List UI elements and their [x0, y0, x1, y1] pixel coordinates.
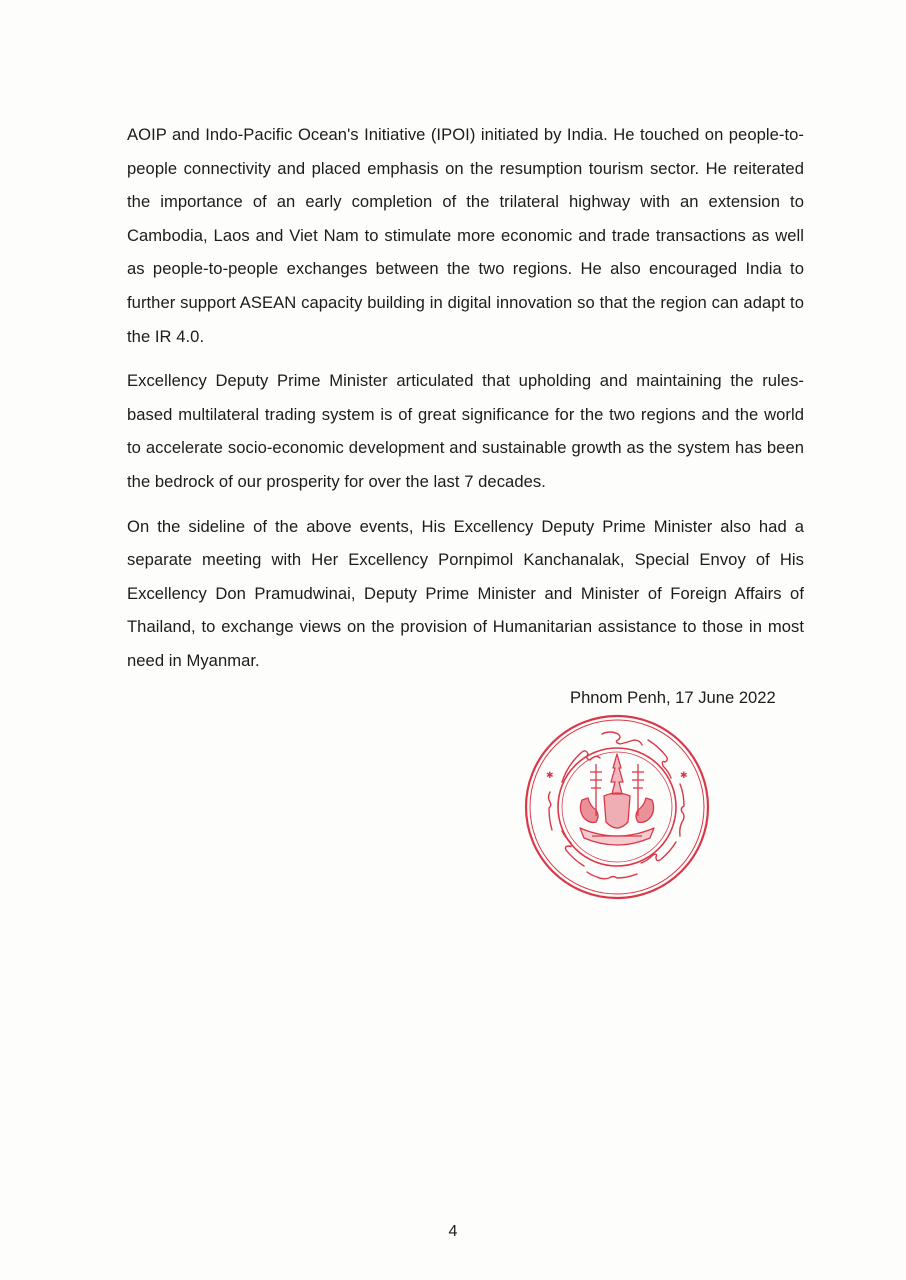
- svg-text:✱: ✱: [680, 771, 688, 781]
- svg-text:✱: ✱: [546, 771, 554, 781]
- page-number: 4: [448, 1223, 458, 1240]
- paragraph-2: Excellency Deputy Prime Minister articulated that upholding and maintaining the rules-based multilateral trading system is of great significance for the two regions and the world to accelerate socio-economic development and sustainable growth as the system has been the bedrock of our prosperity for over the last 7 decades.: [127, 371, 804, 491]
- paragraph-1: AOIP and Indo-Pacific Ocean's Initiative (IPOI) initiated by India. He touched on people-to-people connectivity and placed emphasis on the resumption tourism sector. He reiterated the importance of an early completion of the trilateral highway with an extension to Cambodia, Laos and Viet Nam to stimulate more economic and trade transactions as well as people-to-people exchanges between the two regions. He also encouraged India to further support ASEAN capacity building in digital innovation so that the region can adapt to the IR 4.0.: [127, 125, 804, 346]
- document-body: [127, 118, 804, 689]
- ministry-seal-icon: [522, 712, 712, 902]
- place-and-date: Phnom Penh, 17 June 2022: [570, 688, 776, 707]
- paragraph-3: On the sideline of the above events, His Excellency Deputy Prime Minister also had a separate meeting with Her Excellency Pornpimol Kanchanalak, Special Envoy of His Excellency Don Pramudwinai, Deputy Prime Minister and Minister of Foreign Affairs of Thailand, to exchange views on the provision of Humanitarian assistance to those in most need in Myanmar.: [127, 516, 804, 670]
